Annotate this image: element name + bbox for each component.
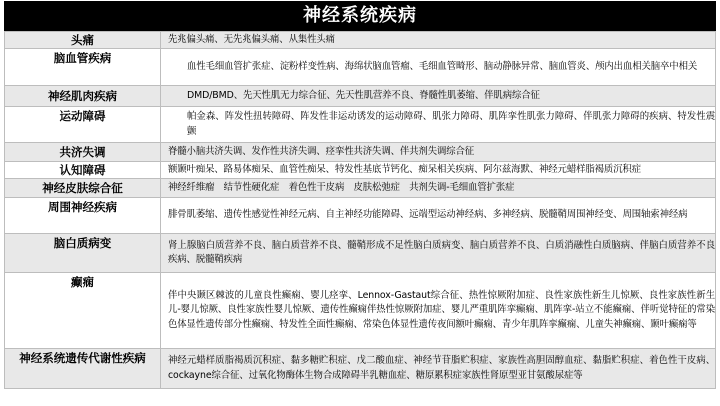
items-cell: 肾上腺脑白质营养不良、脑白质营养不良、髓鞘形成不足性脑白质病变、脑白质营养不良、白质消融性白质脑病、伴脑白质营养不良疾病、脱髓鞘疾病: [161, 234, 716, 273]
items-cell: 帕金森、阵发性扭转障碍、阵发性非运动诱发的运动障碍、肌张力障碍、肌阵挛性肌张力障碍、伴肌张力障碍的疾病、特发性震颤: [161, 107, 716, 143]
table-row-cognitive: [5, 162, 716, 179]
category-cell: 神经肌肉疾病: [5, 86, 161, 107]
category-cell: 神经系统遗传代谢性疾病: [5, 349, 161, 389]
table-row-neuromuscular: [5, 86, 716, 107]
document: [4, 1, 716, 389]
items-cell: 脊髓小脑共济失调、发作性共济失调、痉挛性共济失调、伴共剂失调综合征: [161, 143, 716, 162]
category-cell: 周围神经疾病: [5, 198, 161, 234]
table-row-leukodystrophy: [5, 234, 716, 273]
category-cell: 运动障碍: [5, 107, 161, 143]
disease-table: [4, 31, 716, 389]
category-cell: 癫痫: [5, 273, 161, 349]
table-row-metabolic: [5, 349, 716, 389]
document-title: 神经系统疾病: [4, 1, 716, 31]
items-cell: 神经元蜡样质脂褐质沉积症、黏多糖贮积症、戊二酸血症、神经节苷脂贮积症、家族性高胆固醇血症、黏脂贮积症、着色性干皮病、cockayne综合征、过氧化物酶体生物合成障碍半乳糖血症、糖原累积症家族性肾原型亚甘氨酸尿症等: [161, 349, 716, 389]
category-cell: 神经皮肤综合征: [5, 179, 161, 198]
items-cell: 血性毛细血管扩张症、淀粉样变性病、海绵状脑血管瘤、毛细血管畸形、脑动静脉异常、脑血管炎、颅内出血相关脑卒中相关: [161, 49, 716, 86]
table-row-peripheral-nerve: [5, 198, 716, 234]
items-cell: 伴中央颞区棘波的儿童良性癫痫、婴儿痉挛、Lennox-Gastaut综合征、热性惊厥附加症、良性家族性新生儿惊厥、良性家族性新生儿-婴儿惊厥、良性家族性婴儿惊厥、遗传性癫痫伴热性惊厥附加症、婴儿严重肌阵挛癫痫、肌阵挛-站立不能癫痫、伴听觉特征的常染色体显性遗传部分性癫痫、特发性全面性癫痫、常染色体显性遗传夜间额叶癫痫、青少年肌阵挛癫痫、儿童失神癫痫、颞叶癫痫等: [161, 273, 716, 349]
items-cell: DMD/BMD、先天性肌无力综合征、先天性肌营养不良、脊髓性肌萎缩、伴肌病综合征: [161, 86, 716, 107]
table-row-neurocutaneous: [5, 179, 716, 198]
category-cell: 共济失调: [5, 143, 161, 162]
category-cell: 认知障碍: [5, 162, 161, 179]
table-row-ataxia: [5, 143, 716, 162]
items-cell: 额颞叶痴呆、路易体痴呆、血管性痴呆、特发性基底节钙化、痴呆相关疾病、阿尔兹海默、神经元蜡样脂褐质沉积症: [161, 162, 716, 179]
category-cell: 头痛: [5, 32, 161, 49]
category-cell: 脑白质病变: [5, 234, 161, 273]
items-cell: 神经纤维瘤 结节性硬化症 着色性干皮病 皮肤松弛症 共剂失调-毛细血管扩张症: [161, 179, 716, 198]
table-row-movement-disorder: [5, 107, 716, 143]
table-row-cerebrovascular: [5, 49, 716, 86]
table-row-epilepsy: [5, 273, 716, 349]
items-cell: 先兆偏头痛、无先兆偏头痛、从集性头痛: [161, 32, 716, 49]
items-cell: 腓骨肌萎缩、遗传性感觉性神经元病、自主神经功能障碍、远端型运动神经病、多神经病、脱髓鞘周围神经变、周围轴索神经病: [161, 198, 716, 234]
table-row-headache: [5, 32, 716, 49]
category-cell: 脑血管疾病: [5, 49, 161, 86]
